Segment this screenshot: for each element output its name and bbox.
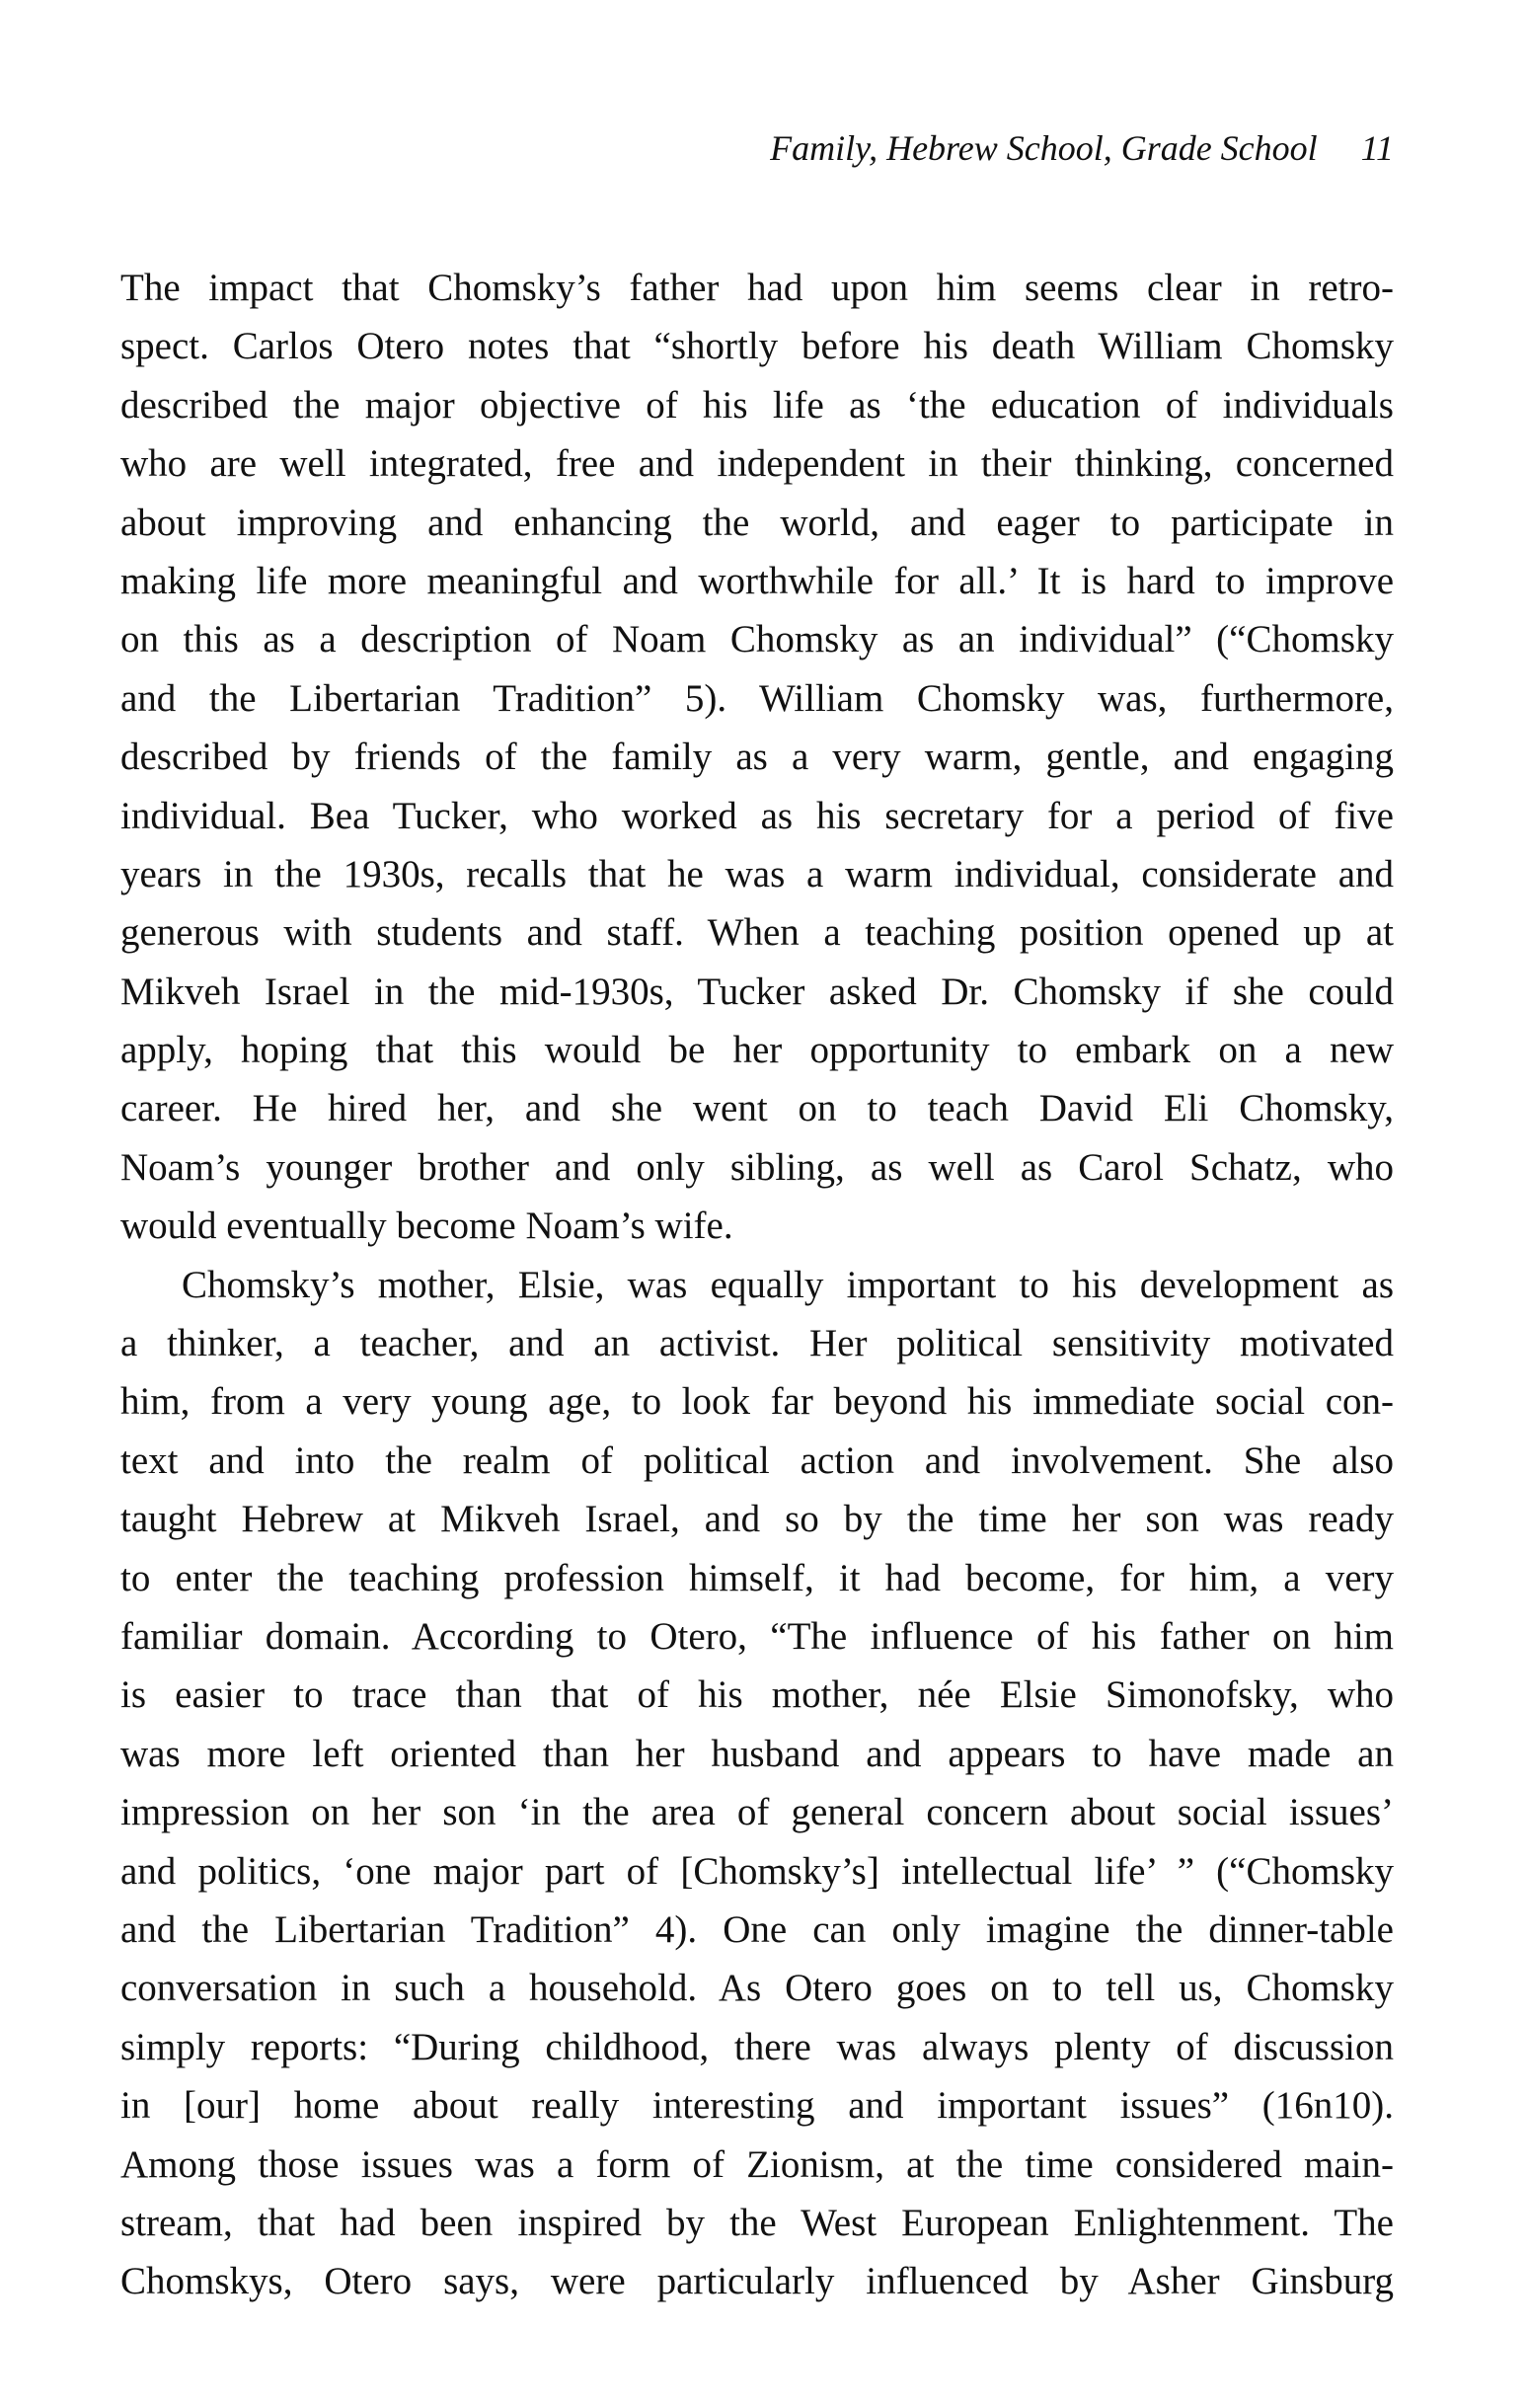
text-line: on this as a description of Noam Chomsky as an individual” (“Chomsky: [120, 618, 1394, 661]
text-line: apply, hoping that this would be her opportunity to embark on a new: [120, 1029, 1394, 1072]
text-line: conversation in such a household. As Otero goes on to tell us, Chomsky: [120, 1967, 1394, 2010]
running-head-title: Family, Hebrew School, Grade School: [770, 128, 1318, 168]
text-line: Chomsky’s mother, Elsie, was equally important to his development as: [182, 1263, 1394, 1306]
text-line: simply reports: “During childhood, there was always plenty of discussion: [120, 2025, 1394, 2068]
text-line: him, from a very young age, to look far beyond his immediate social con-: [120, 1380, 1394, 1424]
text-line: The impact that Chomsky’s father had upon him seems clear in retro-: [120, 267, 1394, 309]
text-line: and the Libertarian Tradition” 4). One can only imagine the dinner-table: [120, 1907, 1394, 1951]
text-line: generous with students and staff. When a teaching position opened up at: [120, 911, 1394, 955]
text-line: familiar domain. According to Otero, “The influence of his father on him: [120, 1614, 1394, 1658]
text-line: about improving and enhancing the world, and eager to participate in: [120, 501, 1394, 544]
text-line: and politics, ‘one major part of [Chomsky’s] intellectual life’ ” (“Chomsky: [120, 1849, 1394, 1893]
text-line: would eventually become Noam’s wife.: [120, 1204, 733, 1248]
text-line: stream, that had been inspired by the West European Enlightenment. The: [120, 2201, 1394, 2244]
page-number: 11: [1360, 128, 1394, 168]
text-line: is easier to trace than that of his mother, née Elsie Simonofsky, who: [120, 1673, 1394, 1717]
text-line: career. He hired her, and she went on to teach David Eli Chomsky,: [120, 1087, 1394, 1130]
text-line: and the Libertarian Tradition” 5). William Chomsky was, furthermore,: [120, 676, 1394, 720]
text-line: spect. Carlos Otero notes that “shortly before his death William Chomsky: [120, 325, 1394, 368]
text-line: individual. Bea Tucker, who worked as his secretary for a period of five: [120, 794, 1394, 837]
text-line: Chomskys, Otero says, were particularly influenced by Asher Ginsburg: [120, 2260, 1394, 2303]
text-line: Mikveh Israel in the mid-1930s, Tucker asked Dr. Chomsky if she could: [120, 970, 1394, 1013]
body-text: [120, 259, 1394, 2311]
text-line: making life more meaningful and worthwhile for all.’ It is hard to improve: [120, 559, 1394, 602]
text-line: described by friends of the family as a very warm, gentle, and engaging: [120, 736, 1394, 779]
running-head: [120, 126, 1394, 170]
paragraph-mother: [120, 1256, 1394, 2311]
text-line: was more left oriented than her husband and appears to have made an: [120, 1732, 1394, 1775]
text-line: taught Hebrew at Mikveh Israel, and so by the time her son was ready: [120, 1498, 1394, 1541]
text-line: Noam’s younger brother and only sibling, as well as Carol Schatz, who: [120, 1145, 1394, 1189]
text-line: years in the 1930s, recalls that he was a warm individual, considerate and: [120, 852, 1394, 895]
text-line: a thinker, a teacher, and an activist. Her political sensitivity motivated: [120, 1322, 1394, 1365]
text-line: impression on her son ‘in the area of general concern about social issues’: [120, 1791, 1394, 1834]
text-line: Among those issues was a form of Zionism, at the time considered main-: [120, 2142, 1394, 2186]
text-line: described the major objective of his life as ‘the education of individuals: [120, 383, 1394, 427]
paragraph-father: [120, 259, 1394, 1256]
text-line: who are well integrated, free and independent in their thinking, concerned: [120, 442, 1394, 486]
text-line: text and into the realm of political action and involvement. She also: [120, 1438, 1394, 1482]
text-line: to enter the teaching profession himself, it had become, for him, a very: [120, 1556, 1394, 1599]
text-line: in [our] home about really interesting and important issues” (16n10).: [120, 2084, 1394, 2128]
